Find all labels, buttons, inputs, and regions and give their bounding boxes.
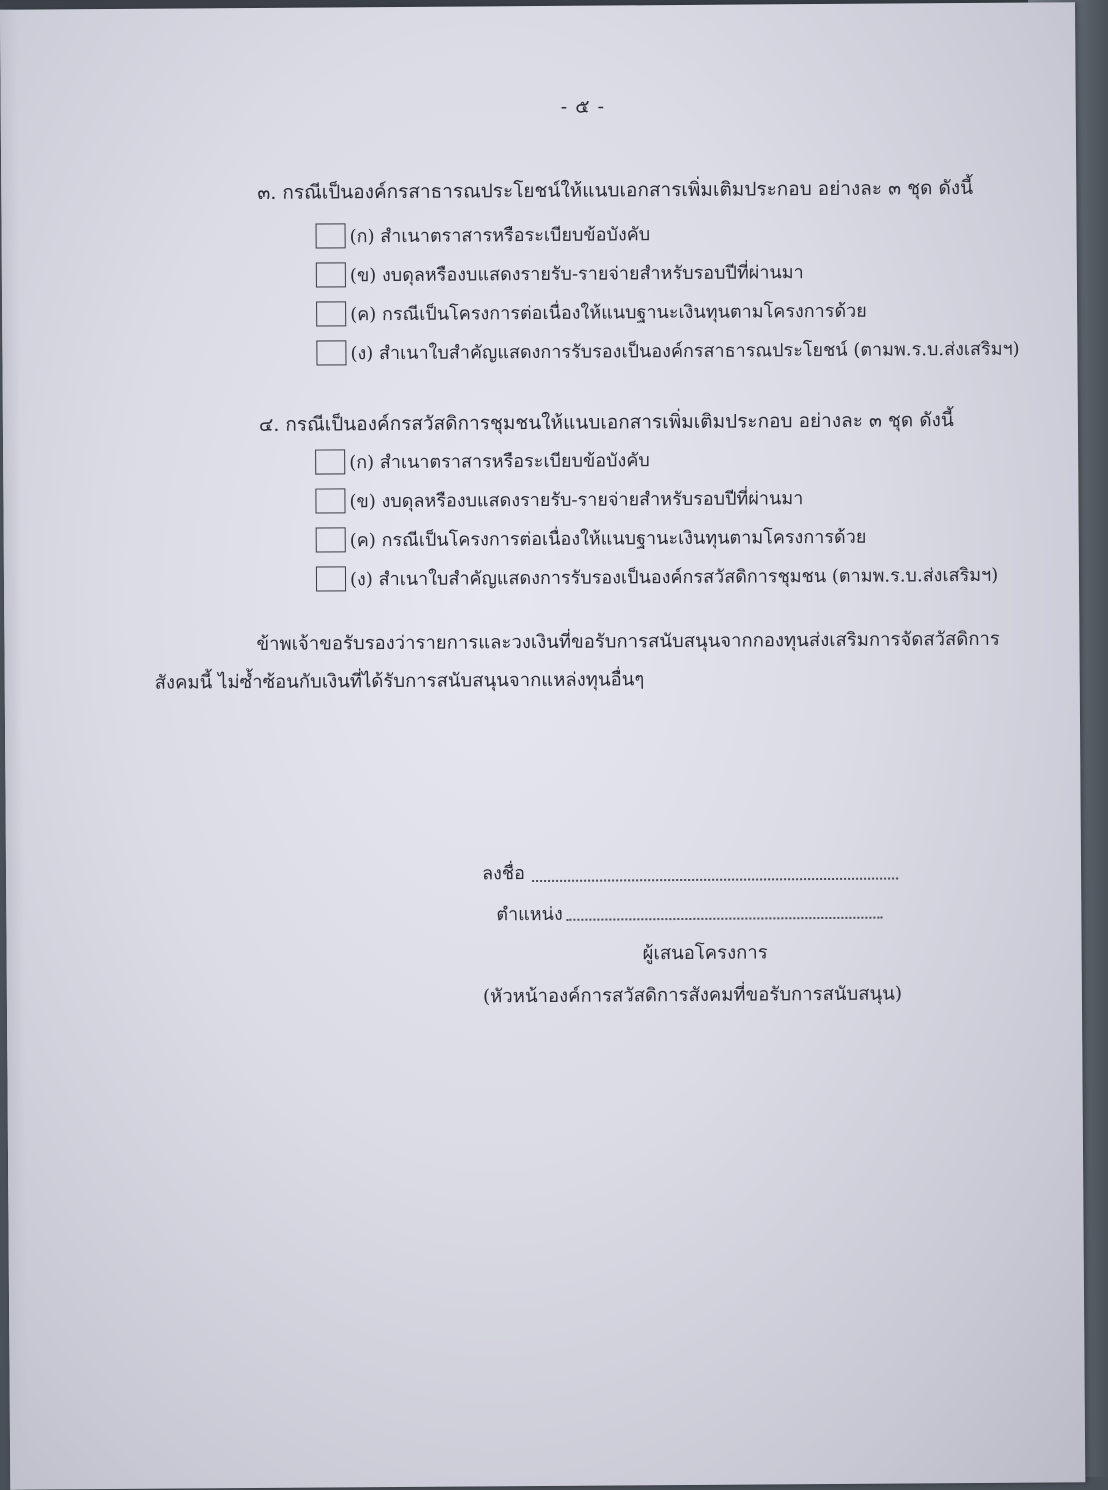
page-edge-shadow: [0, 10, 28, 1490]
checkbox[interactable]: [316, 262, 346, 287]
item-label: (ก) สำเนาตราสารหรือระเบียบข้อบังคับ: [349, 224, 651, 248]
proposer-role: ผู้เสนอโครงการ: [642, 942, 768, 965]
proposer-role-note: (หัวหน้าองค์การสวัสดิการสังคมที่ขอรับการสนับสนุน): [482, 983, 903, 1008]
checkbox[interactable]: [316, 223, 346, 248]
checkbox[interactable]: [316, 301, 346, 326]
certification-line-1: ข้าพเจ้าขอรับรองว่ารายการและวงเงินที่ขอรับการสนับสนุนจากกองทุนส่งเสริมการจัดสวัสดิการ: [256, 628, 1000, 655]
checkbox[interactable]: [315, 449, 345, 474]
item-label: (ค) กรณีเป็นโครงการต่อเนื่องให้แนบฐานะเงินทุนตามโครงการด้วย: [350, 300, 867, 326]
item-label: (ก) สำเนาตราสารหรือระเบียบข้อบังคับ: [349, 450, 650, 474]
item-label: (ง) สำเนาใบสำคัญแสดงการรับรองเป็นองค์กรสวัสดิการชุมชน (ตามพ.ร.บ.ส่งเสริมฯ): [349, 564, 999, 591]
item-label: (ข) งบดุลหรืองบแสดงรายรับ-รายจ่ายสำหรับรอบปีที่ผ่านมา: [349, 488, 804, 513]
section-4-item-d: [316, 560, 998, 594]
page-number: - ๕ -: [560, 95, 606, 118]
certification-line-2: สังคมนี้ ไม่ซ้ำซ้อนกับเงินที่ได้รับการสนับสนุนจากแหล่งทุนอื่นๆ: [154, 669, 645, 694]
section-4-item-a: [315, 445, 650, 476]
item-label: (ง) สำเนาใบสำคัญแสดงการรับรองเป็นองค์กรสาธารณประโยชน์ (ตามพ.ร.บ.ส่งเสริมฯ): [350, 338, 1020, 365]
signature-line[interactable]: [532, 878, 898, 883]
checkbox[interactable]: [316, 566, 346, 591]
section-3-item-b: [316, 257, 804, 289]
section-3-item-c: [316, 296, 867, 329]
section-3-item-d: [316, 334, 1019, 368]
document-page: [0, 2, 1085, 1489]
section-3-item-a: [315, 219, 650, 250]
checkbox[interactable]: [315, 488, 345, 513]
checkbox[interactable]: [316, 340, 346, 365]
section-4-item-b: [315, 483, 803, 515]
position-label: ตำแหน่ง: [496, 903, 563, 926]
section-4-item-c: [316, 522, 867, 555]
position-line[interactable]: [566, 917, 882, 921]
section-4-heading: ๔. กรณีเป็นองค์กรสวัสดิการชุมชนให้แนบเอกสารเพิ่มเติมประกอบ อย่างละ ๓ ชุด ดังนี้: [258, 409, 954, 436]
checkbox[interactable]: [316, 527, 346, 552]
item-label: (ข) งบดุลหรืองบแสดงรายรับ-รายจ่ายสำหรับรอบปีที่ผ่านมา: [349, 262, 804, 287]
section-3-heading: ๓. กรณีเป็นองค์กรสาธารณประโยชน์ให้แนบเอกสารเพิ่มเติมประกอบ อย่างละ ๓ ชุด ดังนี้: [257, 176, 974, 204]
item-label: (ค) กรณีเป็นโครงการต่อเนื่องให้แนบฐานะเงินทุนตามโครงการด้วย: [349, 526, 867, 552]
signature-label: ลงชื่อ: [481, 863, 525, 885]
